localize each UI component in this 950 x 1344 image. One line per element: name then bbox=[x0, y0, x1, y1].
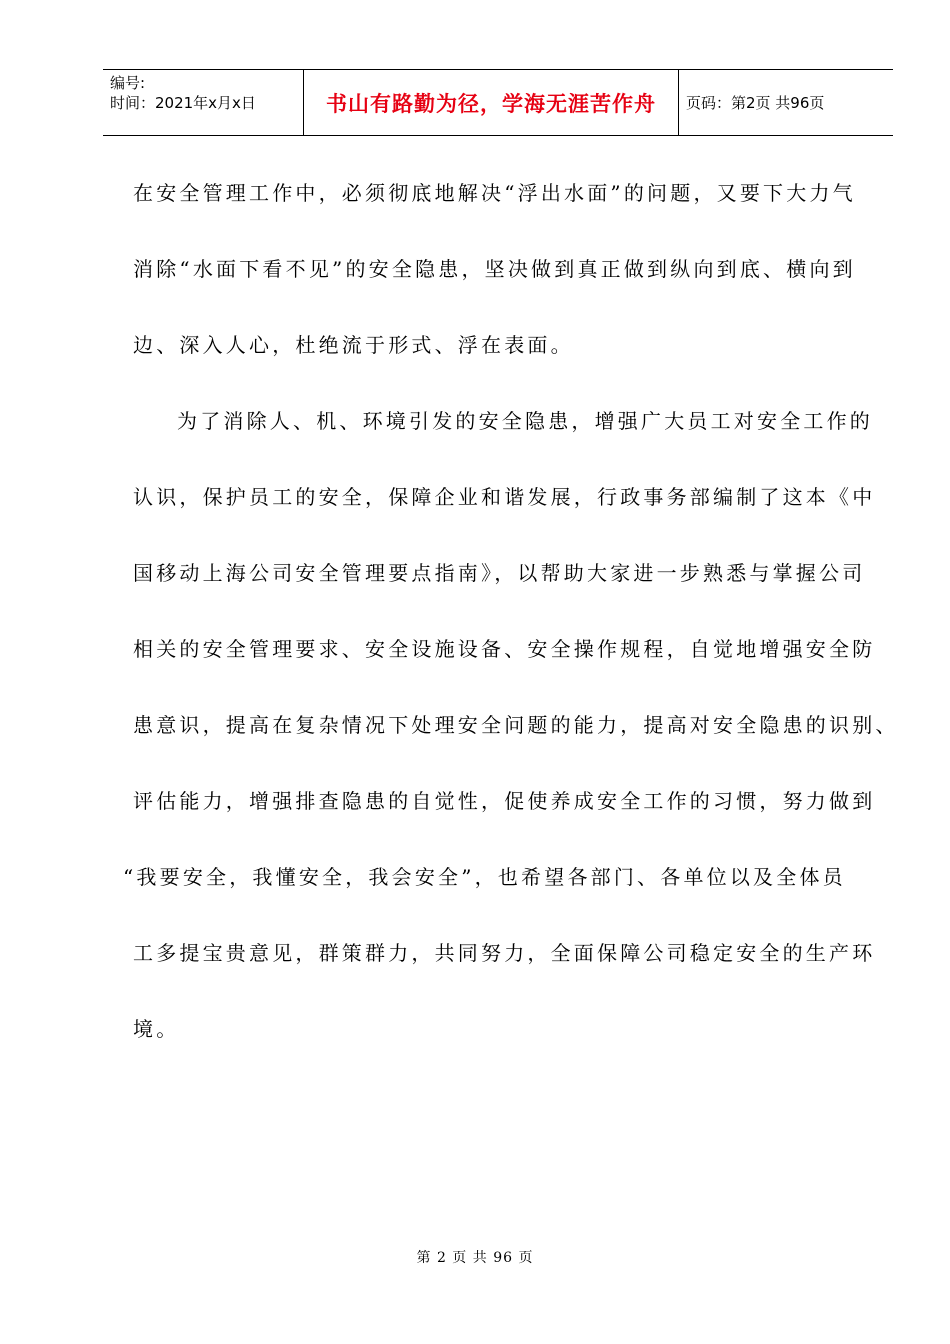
body-line: 认识，保护员工的安全，保障企业和谐发展，行政事务部编制了这本《中 bbox=[133, 485, 876, 509]
header-time-label: 时间：2021年x月x日 bbox=[110, 94, 256, 112]
body-line: 境。 bbox=[133, 1017, 180, 1041]
header-page-info: 页码：第2页 共96页 bbox=[686, 94, 825, 112]
body-line: 评估能力，增强排查隐患的自觉性，促使养成安全工作的习惯，努力做到 bbox=[133, 789, 876, 813]
page-footer: 第 2 页 共 96 页 bbox=[416, 1250, 534, 1266]
header-meta bbox=[103, 70, 304, 135]
page-header bbox=[103, 69, 893, 136]
document-body bbox=[123, 168, 899, 1080]
body-line: 相关的安全管理要求、安全设施设备、安全操作规程，自觉地增强安全防 bbox=[133, 637, 876, 661]
body-line: 患意识，提高在复杂情况下处理安全问题的能力，提高对安全隐患的识别、 bbox=[133, 713, 899, 737]
body-line: 边、深入人心，杜绝流于形式、浮在表面。 bbox=[133, 333, 574, 357]
body-line-paragraph-start: 为了消除人、机、环境引发的安全隐患，增强广大员工对安全工作的 bbox=[177, 409, 873, 433]
body-line: 工多提宝贵意见，群策群力，共同努力，全面保障公司稳定安全的生产环 bbox=[133, 941, 876, 965]
header-motto: 书山有路勤为径，学海无涯苦作舟 bbox=[304, 70, 679, 135]
body-line: “我要安全，我懂安全，我会安全”，也希望各部门、各单位以及全体员 bbox=[123, 865, 846, 889]
body-line: 在安全管理工作中，必须彻底地解决“浮出水面”的问题，又要下大力气 bbox=[133, 181, 856, 205]
body-line: 国移动上海公司安全管理要点指南》，以帮助大家进一步熟悉与掌握公司 bbox=[133, 561, 866, 585]
header-number-label: 编号: bbox=[110, 74, 146, 92]
body-line: 消除“水面下看不见”的安全隐患，坚决做到真正做到纵向到底、横向到 bbox=[133, 257, 856, 281]
